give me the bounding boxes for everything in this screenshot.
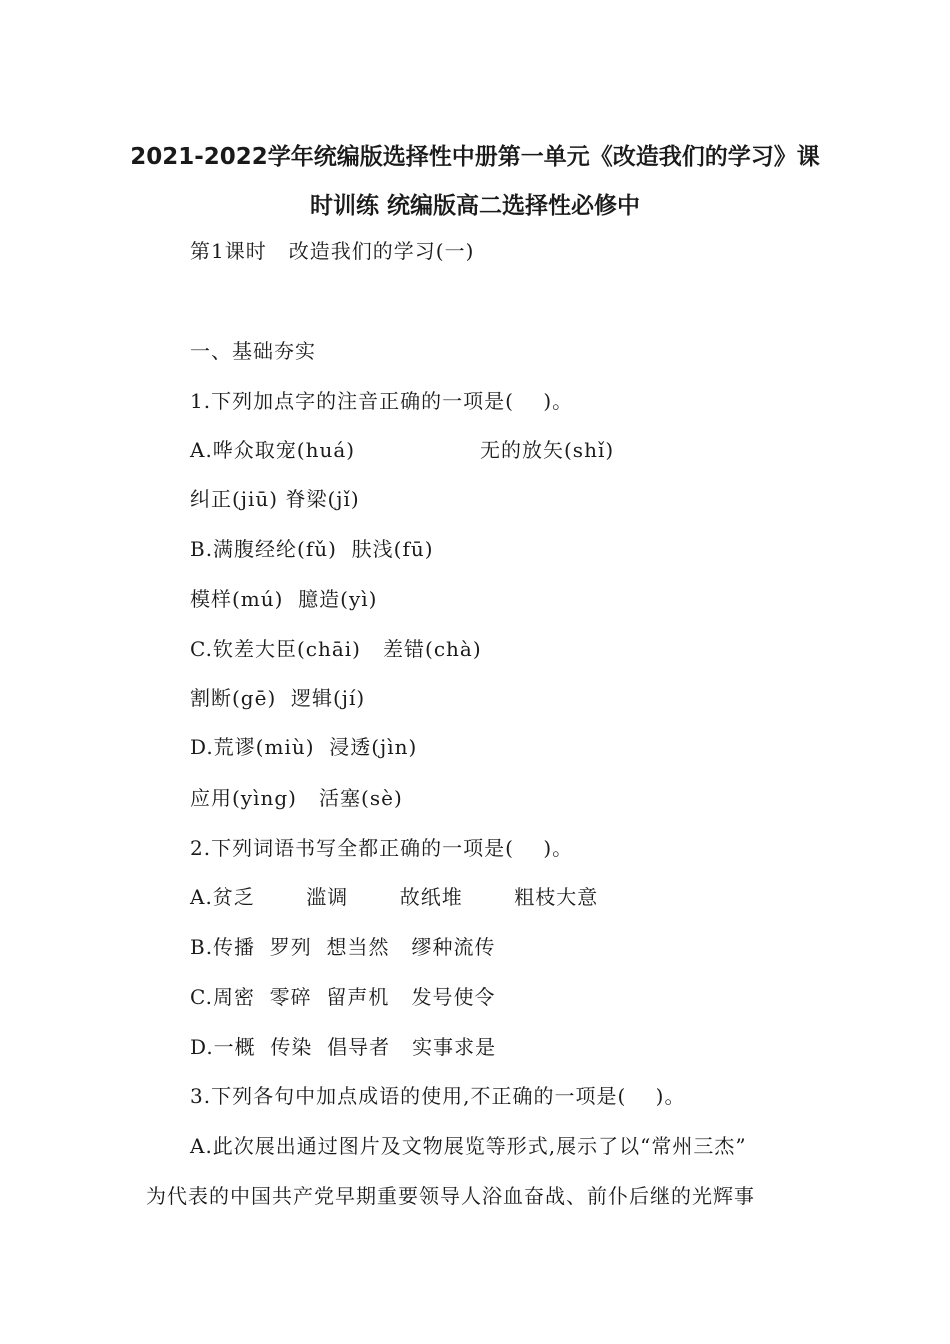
document-title-line-2: 时训练 统编版高二选择性必修中 — [309, 193, 640, 219]
question-2-stem: 2.下列词语书写全都正确的一项是( )。 — [190, 836, 574, 860]
question-1-option-b-line-2: 模样(mú) 臆造(yì) — [190, 587, 378, 611]
question-2-option-a: A.贫乏 滥调 故纸堆 粗枝大意 — [190, 885, 599, 909]
lesson-heading: 第1课时 改造我们的学习(一) — [190, 239, 475, 263]
question-1-stem: 1.下列加点字的注音正确的一项是( )。 — [190, 389, 574, 413]
question-1-option-d-line-1: D.荒谬(miù) 浸透(jìn) — [190, 735, 418, 759]
question-3-option-a-line-2: 为代表的中国共产党早期重要领导人浴血奋战、前仆后继的光辉事 — [146, 1184, 755, 1208]
question-1-option-b-line-1: B.满腹经纶(fǔ) 肤浅(fū) — [190, 537, 434, 561]
question-1-option-a-left: A.哗众取宠(huá) — [190, 438, 356, 462]
question-1-option-a-right: 无的放矢(shǐ) — [480, 438, 615, 462]
question-1-option-c-line-1: C.钦差大臣(chāi) 差错(chà) — [190, 637, 482, 661]
question-1-option-d-line-2: 应用(yìng) 活塞(sè) — [190, 786, 403, 810]
section-heading: 一、基础夯实 — [190, 339, 316, 363]
document-title-line-1: 2021-2022学年统编版选择性中册第一单元《改造我们的学习》课 — [130, 144, 820, 170]
question-1-option-a-line-2: 纠正(jiū) 脊梁(jǐ) — [190, 487, 360, 511]
question-3-stem: 3.下列各句中加点成语的使用,不正确的一项是( )。 — [190, 1084, 686, 1108]
question-3-option-a-line-1: A.此次展出通过图片及文物展览等形式,展示了以“常州三杰” — [190, 1134, 747, 1158]
question-1-option-c-line-2: 割断(gē) 逻辑(jí) — [190, 686, 366, 710]
question-2-option-d: D.一概 传染 倡导者 实事求是 — [190, 1035, 497, 1059]
question-2-option-b: B.传播 罗列 想当然 缪种流传 — [190, 935, 496, 959]
question-2-option-c: C.周密 零碎 留声机 发号使令 — [190, 985, 496, 1009]
